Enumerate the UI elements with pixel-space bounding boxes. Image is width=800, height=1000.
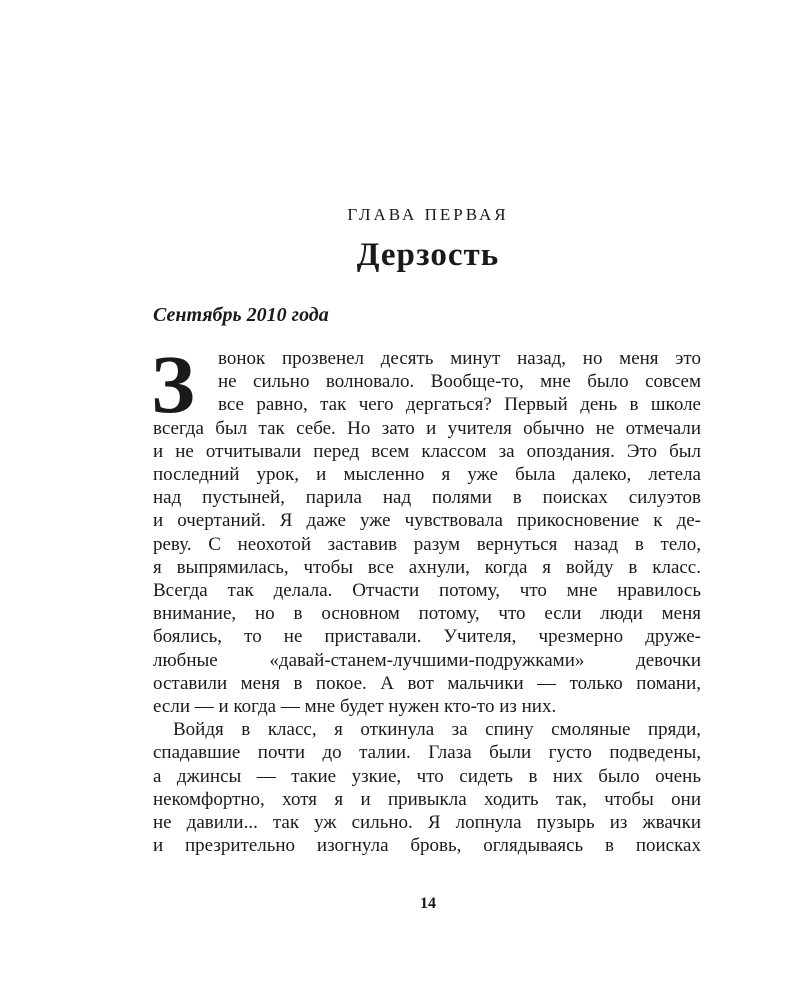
- text-line: не сильно волновало. Вообще-то, мне было совсем: [218, 371, 701, 393]
- text-line: последний урок, и мысленно я уже была далеко, летела: [153, 464, 701, 486]
- text-line: всегда был так себе. Но зато и учителя обычно не отмечали: [153, 417, 701, 439]
- date-heading: Сентябрь 2010 года: [153, 304, 329, 326]
- text-line: боялись, то не приставали. Учителя, чрезмерно друже-: [153, 626, 701, 648]
- text-line: все равно, так чего дергаться? Первый день в школе: [218, 394, 701, 416]
- body-text: [151, 338, 701, 857]
- text-line: я выпрямилась, чтобы все ахнули, когда я войду в класс.: [153, 556, 701, 578]
- text-line: если — и когда — мне будет нужен кто-то из них.: [153, 696, 557, 718]
- text-line: а джинсы — такие узкие, что сидеть в них было очень: [153, 765, 701, 787]
- text-line: и не отчитывали перед всем классом за опоздания. Это был: [153, 440, 701, 462]
- text-line: Войдя в класс, я откинула за спину смоляные пряди,: [173, 719, 701, 741]
- drop-cap: З: [151, 338, 195, 430]
- text-line: над пустыней, парила над полями в поисках силуэтов: [153, 487, 701, 509]
- text-line: Всегда так делала. Отчасти потому, что мне нравилось: [153, 580, 701, 602]
- text-line: вонок прозвенел десять минут назад, но меня это: [218, 348, 701, 369]
- text-line: реву. С неохотой заставив разум вернуться назад в тело,: [153, 533, 701, 555]
- text-line: и очертаний. Я даже уже чувствовала прикосновение к де-: [153, 510, 701, 532]
- text-line: и презрительно изогнула бровь, оглядываясь в поисках: [153, 835, 701, 857]
- text-line: внимание, но в основном потому, что если люди меня: [153, 603, 701, 625]
- text-line: любные «давай-станем-лучшими-подружками» девочки: [153, 649, 701, 671]
- text-line: оставили меня в покое. А вот мальчики — только помани,: [153, 672, 701, 694]
- text-line: не давили... так уж сильно. Я лопнула пузырь из жвачки: [153, 812, 701, 834]
- chapter-title: Дерзость: [356, 237, 500, 273]
- text-line: спадавшие почти до талии. Глаза были густо подведены,: [153, 742, 701, 764]
- chapter-label: ГЛАВА ПЕРВАЯ: [347, 205, 509, 224]
- text-line: некомфортно, хотя я и привыкла ходить так, чтобы они: [153, 788, 701, 810]
- page-number: 14: [420, 895, 436, 912]
